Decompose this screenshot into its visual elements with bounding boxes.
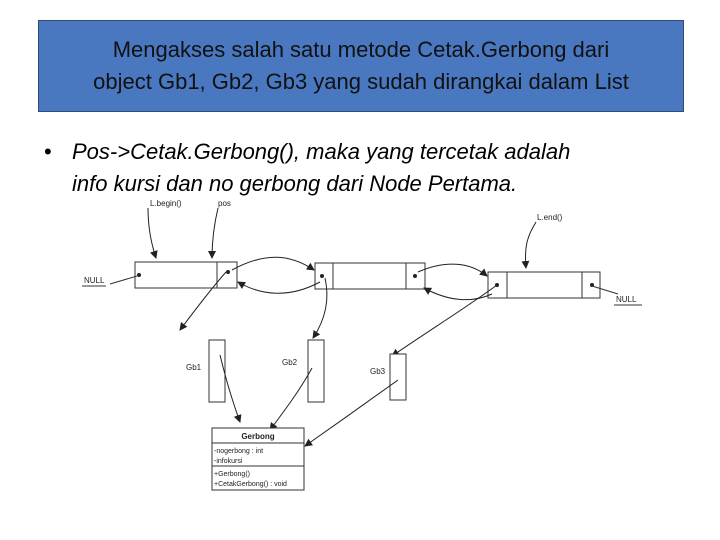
- end-arrow: [525, 222, 536, 268]
- class-name: Gerbong: [241, 432, 275, 441]
- null-left-label: NULL: [84, 276, 105, 285]
- node-2: [315, 263, 425, 289]
- gb2-label: Gb2: [282, 358, 298, 367]
- node-3: [488, 272, 600, 298]
- end-label: L.end(): [537, 213, 563, 222]
- null-right-label: NULL: [616, 295, 637, 304]
- title-line-1: Mengakses salah satu metode Cetak.Gerbong dari: [112, 37, 610, 62]
- gb2-object: [282, 340, 324, 402]
- gerbong-class: [212, 428, 304, 490]
- class-attr-1: -nogerbong : int: [214, 448, 264, 455]
- bullet-dot: •: [44, 139, 52, 164]
- bullet-line-2: info kursi dan no gerbong dari Node Pertama.: [72, 171, 518, 196]
- bullet-line-1: Pos->Cetak.Gerbong(), maka yang tercetak adalah: [72, 139, 571, 164]
- begin-arrow: [148, 208, 156, 258]
- gb2-class-arrow: [270, 368, 312, 430]
- next-link-1-2: [232, 257, 314, 270]
- class-attr-2: -infokursi: [214, 458, 243, 465]
- node-1: [135, 262, 237, 288]
- gb1-object: [186, 340, 225, 402]
- gb1-label: Gb1: [186, 363, 202, 372]
- null-left-link: [110, 276, 137, 284]
- prev-link-3-2: [424, 288, 492, 300]
- gb3-label: Gb3: [370, 367, 386, 376]
- gb3-object: [370, 354, 406, 400]
- begin-label: L.begin(): [150, 199, 182, 208]
- pos-arrow: [212, 208, 218, 258]
- pos-label: pos: [218, 199, 231, 208]
- next-link-2-3: [418, 264, 487, 276]
- prev-link-2-1: [238, 282, 320, 293]
- class-method-2: +CetakGerbong() : void: [214, 481, 287, 488]
- title-line-2: object Gb1, Gb2, Gb3 yang sudah dirangkai dalam List: [93, 69, 629, 94]
- node3-data-arrow: [392, 285, 497, 356]
- class-method-1: +Gerbong(): [214, 471, 250, 478]
